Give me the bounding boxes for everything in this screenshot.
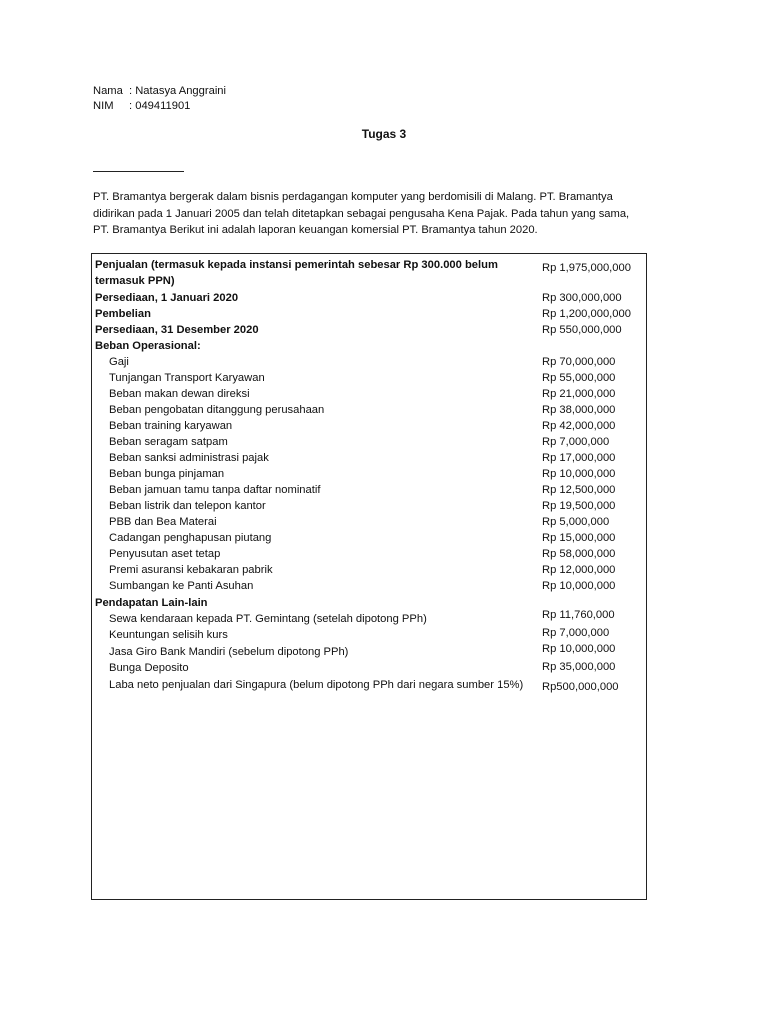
intro-line: didirikan pada 1 Januari 2005 dan telah ditetapkan sebagai pengusaha Kena Pajak. Pada tahun yang sama,: [93, 207, 630, 220]
row-amount: Rp 42,000,000: [542, 420, 616, 432]
row-amount: Rp500,000,000: [542, 681, 619, 693]
row-label: Sewa kendaraan kepada PT. Gemintang (setelah dipotong PPh): [109, 613, 427, 625]
row-label: Beban jamuan tamu tanpa daftar nominatif: [109, 484, 321, 496]
nim-row: [93, 99, 226, 114]
row-amount: Rp 38,000,000: [542, 404, 616, 416]
row-label: Gaji: [109, 356, 129, 368]
row-label: Sumbangan ke Panti Asuhan: [109, 580, 254, 592]
section-heading: Pendapatan Lain-lain: [95, 597, 208, 609]
row-amount: Rp 12,500,000: [542, 484, 616, 496]
row-label: Pembelian: [95, 308, 151, 320]
row-label: Laba neto penjualan dari Singapura (belum dipotong PPh dari negara sumber 15%): [109, 679, 524, 691]
row-label: Beban pengobatan ditanggung perusahaan: [109, 404, 325, 416]
row-label: Cadangan penghapusan piutang: [109, 532, 272, 544]
row-amount: Rp 5,000,000: [542, 516, 610, 528]
row-amount: Rp 35,000,000: [542, 661, 616, 673]
intro-line: PT. Bramantya bergerak dalam bisnis perdagangan komputer yang berdomisili di Malang. PT. Bramantya: [93, 191, 613, 203]
row-label: Persediaan, 31 Desember 2020: [95, 324, 259, 336]
financial-report-box: [91, 253, 647, 900]
row-amount: Rp 10,000,000: [542, 643, 616, 655]
row-amount: Rp 15,000,000: [542, 532, 616, 544]
intro-line: PT. Bramantya Berikut ini adalah laporan keuangan komersial PT. Bramantya tahun 2020.: [93, 224, 538, 236]
row-label: PBB dan Bea Materai: [109, 516, 217, 528]
row-label: Bunga Deposito: [109, 662, 189, 674]
row-amount: Rp 1,200,000,000: [542, 308, 631, 320]
row-amount: Rp 19,500,000: [542, 500, 616, 512]
nama-value: : Natasya Anggraini: [129, 85, 227, 97]
row-label: Beban bunga pinjaman: [109, 468, 225, 480]
row-label: Beban sanksi administrasi pajak: [109, 452, 269, 464]
section-heading: Beban Operasional:: [95, 340, 201, 352]
row-label: Jasa Giro Bank Mandiri (sebelum dipotong PPh): [109, 646, 349, 658]
nim-label: NIM: [93, 100, 114, 112]
row-amount: Rp 550,000,000: [542, 324, 622, 336]
row-label: Tunjangan Transport Karyawan: [109, 372, 265, 384]
row-amount: Rp 12,000,000: [542, 564, 616, 576]
row-amount: Rp 10,000,000: [542, 580, 616, 592]
row-amount: Rp 21,000,000: [542, 388, 616, 400]
document-title: Tugas 3: [361, 127, 407, 141]
nama-row: [93, 84, 226, 99]
row-amount: Rp 1,975,000,000: [542, 262, 631, 274]
intro-paragraph: [93, 189, 653, 239]
student-info: [93, 84, 226, 114]
row-label: Beban training karyawan: [109, 420, 233, 432]
row-label: Beban seragam satpam: [109, 436, 228, 448]
row-label: Penyusutan aset tetap: [109, 548, 221, 560]
row-amount: Rp 70,000,000: [542, 356, 616, 368]
row-label: Penjualan (termasuk kepada instansi pemerintah sebesar Rp 300.000 belum termasuk PPN): [95, 259, 498, 287]
row-amount: Rp 10,000,000: [542, 468, 616, 480]
row-amount: Rp 11,760,000: [542, 609, 615, 621]
row-amount: Rp 17,000,000: [542, 452, 616, 464]
nim-value: : 049411901: [129, 100, 191, 112]
row-amount: Rp 7,000,000: [542, 627, 610, 639]
row-amount: Rp 58,000,000: [542, 548, 616, 560]
nama-label: Nama: [93, 85, 123, 97]
row-label: Persediaan, 1 Januari 2020: [95, 292, 239, 304]
row-amount: Rp 55,000,000: [542, 372, 616, 384]
row-label: Beban listrik dan telepon kantor: [109, 500, 266, 512]
row-label: Premi asuransi kebakaran pabrik: [109, 564, 273, 576]
row-label: Keuntungan selisih kurs: [109, 629, 228, 641]
row-amount: Rp 7,000,000: [542, 436, 610, 448]
row-label: Beban makan dewan direksi: [109, 388, 250, 400]
row-amount: Rp 300,000,000: [542, 292, 622, 304]
divider-line: [93, 171, 184, 172]
